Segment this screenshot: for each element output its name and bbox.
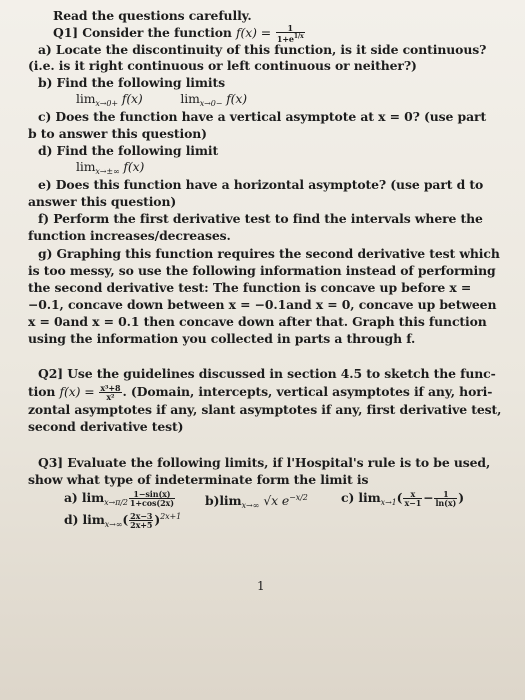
q1-part-g-line2: is too messy, so use the following information instead of performing (28, 263, 496, 278)
q1-part-c-line1: c) Does the function have a vertical asymptote at x = 0? (use part (38, 109, 487, 124)
q3-c-fraction1 (403, 490, 422, 507)
page-heading: Read the questions carefully. (53, 8, 252, 23)
q3-part-d (64, 509, 181, 532)
q3-a-fraction (129, 490, 175, 507)
q3-part-a (64, 490, 176, 510)
q2-line3: zontal asymptotes if any, slant asymptotes if any, first derivative test, (28, 402, 502, 417)
q1-b-lim1-sub: x→0+ (95, 99, 118, 108)
q1-part-b: b) Find the following limits (38, 75, 226, 90)
q3-a-label: a) lim (64, 490, 105, 505)
q3-d-sub: x→∞ (104, 520, 123, 529)
q3-b-sub: x→∞ (241, 501, 260, 510)
q1-d-lim-body: f(x) (123, 159, 145, 174)
q1-function-exponent: 1/x (293, 33, 304, 40)
q1-part-e-line2: answer this question) (28, 194, 177, 209)
q3-part-b (205, 490, 308, 513)
q2-function-denominator: x² (106, 392, 115, 402)
q3-b-label: b)lim (205, 493, 242, 508)
q2-line1: Q2] Use the guidelines discussed in section 4.5 to sketch the func- (38, 366, 496, 381)
q3-c-numerator1: x (403, 490, 422, 499)
q3-b-exponent: −x/2 (289, 493, 308, 502)
q1-part-f-line1: f) Perform the first derivative test to find the intervals where the (38, 211, 483, 226)
q2-line2 (28, 384, 492, 401)
q3-line1: Q3] Evaluate the following limits, if l'Hospital's rule is to be used, (38, 455, 491, 470)
q3-d-label: d) lim (64, 512, 105, 527)
q2-function-fraction (99, 384, 121, 401)
q1-part-g-line5: x = 0and x = 0.1 then concave down after that. Graph this function (28, 314, 487, 329)
q3-a-denominator: 1+cos(2x) (129, 498, 174, 508)
q3-a-numerator: 1−sin(x) (129, 490, 175, 499)
q3-d-close-paren: ) (154, 512, 161, 527)
q1-d-lim: lim (76, 159, 96, 174)
q2-line2-rest: . (Domain, intercepts, vertical asymptotes if any, hori- (122, 384, 493, 399)
q1-function-den-base: 1+e (276, 34, 294, 44)
q3-d-numerator: 2x−3 (130, 511, 153, 521)
q3-c-denominator1: x−1 (404, 498, 422, 508)
q3-c-fraction2 (434, 490, 457, 507)
q1-part-g-line4: −0.1, concave down between x = −0.1and x = 0, concave up between (28, 297, 497, 312)
q1-b-lim1: lim (76, 91, 96, 106)
q2-function-lhs: f(x) = (59, 384, 99, 399)
q1-function-fraction (276, 24, 305, 43)
q1-d-lim-sub: x→±∞ (95, 167, 120, 176)
q1-b-lim2: lim (180, 91, 200, 106)
q3-line2: show what type of indeterminate form the limit is (28, 472, 369, 487)
q1-function-lhs: f(x) = (236, 25, 275, 40)
q3-c-close-paren: ) (458, 490, 464, 505)
q2-line4: second derivative test) (28, 419, 184, 434)
q3-d-denominator: 2x+5 (130, 520, 153, 530)
q1-function-numerator: 1 (276, 24, 305, 33)
q1-intro (53, 24, 306, 43)
q1-part-b-limits (76, 91, 247, 111)
q1-intro-text: Q1] Consider the function (53, 25, 237, 40)
q2-line2-lead: tion (28, 384, 60, 399)
q1-part-g-line3: the second derivative test: The function is concave up before x = (28, 280, 472, 295)
q3-b-body: √x e (263, 493, 290, 508)
q3-c-label: c) lim (341, 490, 381, 505)
q3-c-minus: − (423, 490, 434, 505)
q1-part-f-line2: function increases/decreases. (28, 228, 231, 243)
q3-c-sub: x→1 (380, 498, 397, 507)
q1-b-lim2-sub: x→0− (199, 99, 223, 108)
q1-part-e-line1: e) Does this function have a horizontal asymptote? (use part d to (38, 177, 484, 192)
q1-part-a-line2: (i.e. is it right continuous or left continuous or neither?) (28, 58, 417, 73)
q1-b-lim2-body: f(x) (226, 91, 248, 106)
q3-d-exponent: 2x+1 (160, 512, 182, 521)
q2-function-numerator: x³+8 (100, 383, 121, 393)
q3-c-numerator2: 1 (434, 490, 457, 499)
q3-c-open-paren: ( (396, 490, 403, 505)
q3-part-c (341, 490, 464, 510)
q3-d-open-paren: ( (122, 512, 129, 527)
q1-b-lim1-body: f(x) (121, 91, 143, 106)
q1-part-g-line6: using the information you collected in parts a through f. (28, 331, 416, 346)
q3-a-sub: x→π/2 (104, 498, 128, 507)
q1-part-c-line2: b to answer this question) (28, 126, 207, 141)
q3-c-denominator2: ln(x) (435, 498, 457, 508)
q1-part-g-line1: g) Graphing this function requires the second derivative test which (38, 246, 500, 261)
q1-part-d: d) Find the following limit (38, 143, 219, 158)
page-number: 1 (257, 579, 265, 593)
q1-part-a-line1: a) Locate the discontinuity of this function, is it side continuous? (38, 42, 487, 57)
q1-part-d-limit (76, 159, 144, 179)
q3-d-fraction (129, 512, 153, 529)
